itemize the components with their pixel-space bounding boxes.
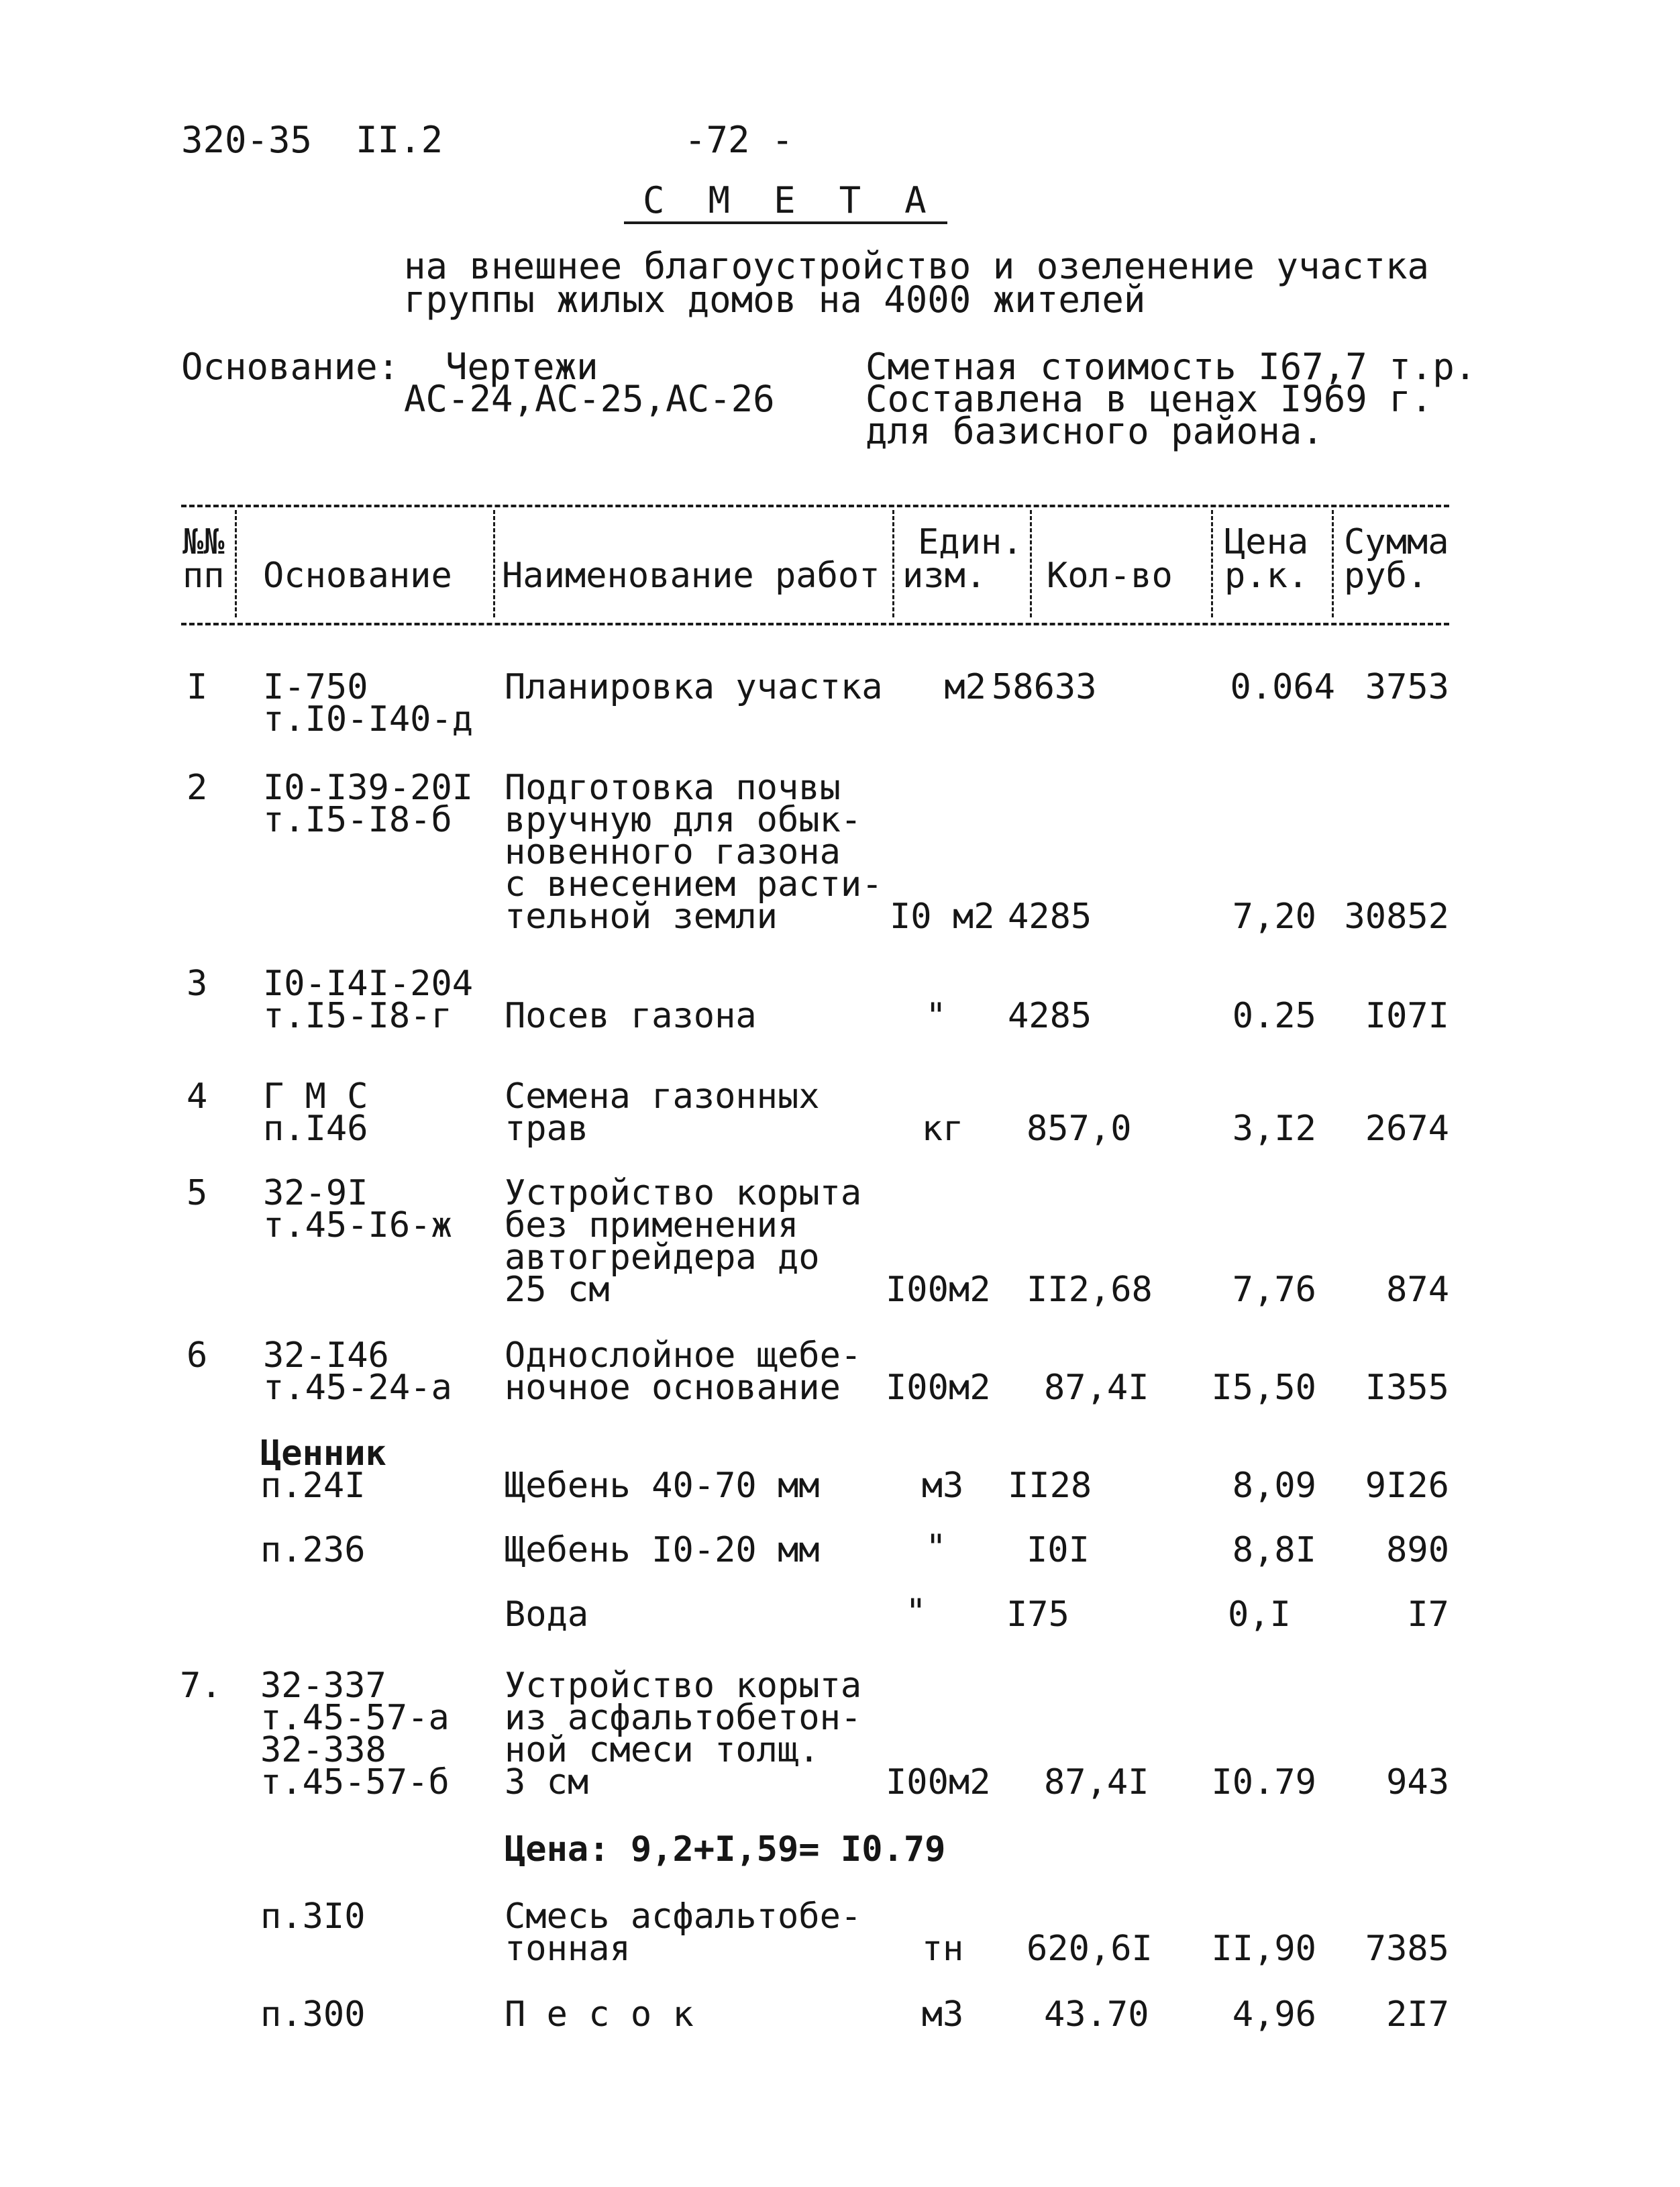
row-3-num: 3 [187, 964, 208, 1004]
subtitle-line-1: на внешнее благоустройство и озеленение участка [404, 245, 1430, 287]
row-6a-basis-2: п.24I [260, 1466, 366, 1506]
row-6-sum: I355 [1365, 1368, 1449, 1408]
row-6c-qty: I75 [1006, 1594, 1069, 1635]
row-3-qty: 4285 [1008, 996, 1092, 1036]
header-num-top: №№ [182, 522, 225, 562]
row-6-name-1: Однослойное щебе- [505, 1335, 862, 1376]
row-6a-sum: 9I26 [1365, 1466, 1449, 1506]
row-5-basis-1: 32-9I [263, 1173, 368, 1213]
row-6b-price: 8,8I [1232, 1530, 1316, 1570]
row-5-name-3: автогрейдера до [505, 1237, 820, 1278]
col-divider-5 [1211, 510, 1213, 617]
row-2-name-1: Подготовка почвы [505, 768, 841, 808]
row-4-qty: 857,0 [1027, 1109, 1132, 1149]
row-5-name-2: без применения [505, 1205, 799, 1245]
row-7b-sum: 2I7 [1386, 1994, 1449, 2035]
row-6-basis-1: 32-I46 [263, 1335, 389, 1376]
header-num-bottom: пп [182, 556, 225, 596]
row-7-price: I0.79 [1211, 1762, 1316, 1802]
row-2-basis-1: I0-I39-20I [263, 768, 474, 808]
document-title: С М Е Т А [643, 179, 927, 221]
row-3-basis-2: т.I5-I8-г [263, 996, 452, 1036]
row-4-num: 4 [187, 1076, 208, 1117]
title-underline [624, 221, 947, 224]
drawings-list: АС-24,АС-25,АС-26 [404, 378, 775, 420]
estimated-cost: Сметная стоимость I67,7 т.р. [865, 346, 1477, 388]
row-6-name-2: ночное основание [505, 1368, 841, 1408]
header-unit-top: Един. [918, 522, 1023, 562]
row-7a-qty: 620,6I [1027, 1929, 1153, 1969]
row-2-price: 7,20 [1232, 897, 1316, 937]
row-6a-unit: м3 [921, 1466, 964, 1506]
price-basis: Составлена в ценах I969 г. [865, 378, 1433, 420]
header-top-rule [181, 505, 1449, 507]
row-6c-sum: I7 [1407, 1594, 1449, 1635]
row-7b-name-1: П е с о к [505, 1994, 694, 2035]
header-sum-top: Сумма [1344, 522, 1449, 562]
row-7-name-2: из асфальтобетон- [505, 1698, 862, 1738]
row-4-price: 3,I2 [1232, 1109, 1316, 1149]
row-6-price: I5,50 [1211, 1368, 1316, 1408]
row-7b-unit: м3 [921, 1994, 964, 2035]
row-2-basis-2: т.I5-I8-б [263, 800, 452, 840]
page-number: -72 - [684, 119, 794, 161]
row-6a-price: 8,09 [1232, 1466, 1316, 1506]
row-1-price: 0.064 [1230, 667, 1335, 707]
row-1-unit: м2 [944, 667, 986, 707]
header-quantity: Кол-во [1047, 556, 1173, 596]
header-basis: Основание [263, 556, 452, 596]
row-2-name-4: с внесением расти- [505, 864, 883, 905]
drawings-title: Чертежи [445, 346, 598, 388]
row-6c-price: 0,I [1228, 1594, 1291, 1635]
col-divider-1 [235, 510, 237, 617]
row-3-price: 0.25 [1232, 996, 1316, 1036]
row-6b-name-1: Щебень I0-20 мм [505, 1530, 820, 1570]
row-7a-price: II,90 [1211, 1929, 1316, 1969]
row-5-unit: I00м2 [886, 1270, 991, 1310]
row-6b-qty: I0I [1027, 1530, 1090, 1570]
row-3-sum: I07I [1365, 996, 1449, 1036]
row-2-name-2: вручную для обык- [505, 800, 862, 840]
header-price-bottom: р.к. [1224, 556, 1309, 596]
row-7a-name-2: тонная [505, 1929, 631, 1969]
row-6a-basis-1: Ценник [260, 1433, 386, 1474]
header-work-name: Наименование работ [502, 556, 880, 596]
row-4-basis-1: Г М С [263, 1076, 368, 1117]
row-7-qty: 87,4I [1044, 1762, 1149, 1802]
header-bottom-rule [181, 623, 1449, 625]
row-4-name-2: трав [505, 1109, 589, 1149]
row-4-basis-2: п.I46 [263, 1109, 368, 1149]
row-7-name-3: ной смеси толщ. [505, 1730, 820, 1770]
row-3-basis-1: I0-I4I-204 [263, 964, 474, 1004]
row-4-sum: 2674 [1365, 1109, 1449, 1149]
row-5-sum: 874 [1386, 1270, 1449, 1310]
row-7b-basis-1: п.300 [260, 1994, 366, 2035]
row-7a-sum: 7385 [1365, 1929, 1449, 1969]
row-7b-qty: 43.70 [1044, 1994, 1149, 2035]
row-6-basis-2: т.45-24-а [263, 1368, 452, 1408]
row-5-name-1: Устройство корыта [505, 1173, 862, 1213]
region-note: для базисного района. [865, 410, 1324, 452]
header-sum-bottom: руб. [1344, 556, 1428, 596]
row-6a-qty: II28 [1008, 1466, 1092, 1506]
row-7-num: 7. [180, 1666, 222, 1706]
price-formula-note: Цена: 9,2+I,59= I0.79 [505, 1829, 946, 1870]
row-1-qty: 58633 [992, 667, 1097, 707]
subtitle-line-2: группы жилых домов на 4000 жителей [404, 278, 1146, 321]
row-7a-name-1: Смесь асфальтобе- [505, 1896, 862, 1937]
row-2-unit: I0 м2 [890, 897, 995, 937]
col-divider-6 [1332, 510, 1334, 617]
row-3-unit: " [925, 996, 947, 1036]
row-7-unit: I00м2 [886, 1762, 991, 1802]
row-7a-unit: тн [921, 1929, 964, 1969]
row-7-name-4: 3 см [505, 1762, 589, 1802]
row-6a-name-1: Щебень 40-70 мм [505, 1466, 820, 1506]
row-1-num: I [187, 667, 208, 707]
col-divider-4 [1030, 510, 1032, 617]
row-6c-name-1: Вода [505, 1594, 589, 1635]
row-6b-sum: 890 [1386, 1530, 1449, 1570]
row-7-basis-3: 32-338 [260, 1730, 386, 1770]
row-5-qty: II2,68 [1027, 1270, 1153, 1310]
row-2-qty: 4285 [1008, 897, 1092, 937]
row-1-sum: 3753 [1365, 667, 1449, 707]
header-unit-bottom: изм. [902, 556, 987, 596]
row-1-basis-2: т.I0-I40-д [263, 699, 474, 740]
row-6-num: 6 [187, 1335, 208, 1376]
row-2-num: 2 [187, 768, 208, 808]
col-divider-2 [493, 510, 495, 617]
row-7-basis-4: т.45-57-б [260, 1762, 450, 1802]
row-2-name-5: тельной земли [505, 897, 778, 937]
row-6b-unit: " [925, 1527, 947, 1568]
col-divider-3 [892, 510, 894, 617]
row-3-name-1: Посев газона [505, 996, 757, 1036]
row-7b-price: 4,96 [1232, 1994, 1316, 2035]
row-2-sum: 30852 [1344, 897, 1449, 937]
row-5-num: 5 [187, 1173, 208, 1213]
row-7a-basis-1: п.3I0 [260, 1896, 366, 1937]
row-6b-basis-1: п.236 [260, 1530, 366, 1570]
row-7-sum: 943 [1386, 1762, 1449, 1802]
row-4-name-1: Семена газонных [505, 1076, 820, 1117]
row-2-name-3: новенного газона [505, 832, 841, 872]
row-5-name-4: 25 см [505, 1270, 610, 1310]
row-1-basis-1: I-750 [263, 667, 368, 707]
document-code: 320-35 II.2 [181, 119, 443, 161]
row-5-price: 7,76 [1232, 1270, 1316, 1310]
header-price-top: Цена [1224, 522, 1309, 562]
row-5-basis-2: т.45-I6-ж [263, 1205, 452, 1245]
row-4-unit: кг [921, 1109, 964, 1149]
row-6-unit: I00м2 [886, 1368, 991, 1408]
row-7-basis-1: 32-337 [260, 1666, 386, 1706]
row-7-name-1: Устройство корыта [505, 1666, 862, 1706]
row-6c-unit: " [905, 1592, 927, 1632]
row-7-basis-2: т.45-57-а [260, 1698, 450, 1738]
row-1-name-1: Планировка участка [505, 667, 883, 707]
row-6-qty: 87,4I [1044, 1368, 1149, 1408]
basis-label: Основание: [181, 346, 400, 388]
